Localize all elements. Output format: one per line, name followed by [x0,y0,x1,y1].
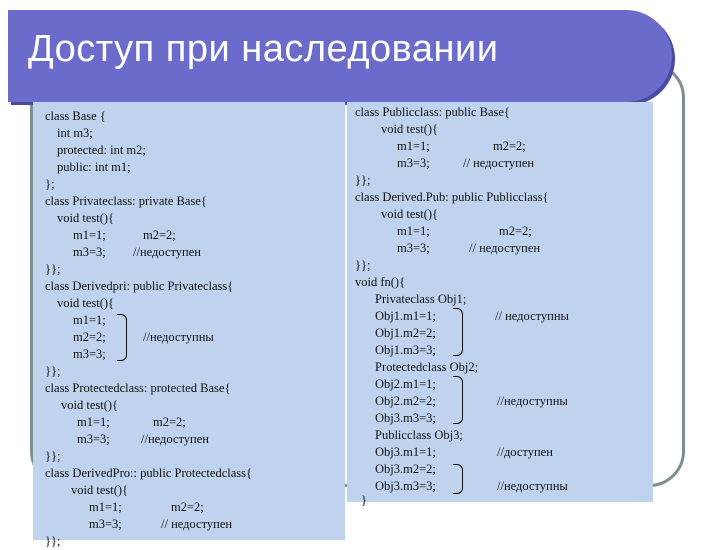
code-line: void test(){ [57,296,115,310]
code-line: Obj3.m1=1; [375,445,436,459]
brace-icon [453,464,463,494]
code-line: void fn(){ [355,275,406,289]
code-line: Obj2.m2=2; [375,394,436,408]
code-line: m3=3; [73,245,106,259]
code-comment: // недоступен [469,241,541,255]
code-line: class Base { [45,109,106,123]
code-line: m3=3; [397,241,430,255]
code-line: class Privateclass: private Base{ [45,194,207,208]
code-line: void test(){ [57,211,115,225]
code-line: m2=2; [143,228,176,242]
code-line: class Derivedpri: public Privateclass{ [45,279,234,293]
code-line: m1=1; [73,228,106,242]
code-line: void test(){ [61,398,119,412]
brace-icon [453,376,463,424]
code-line: }}; [45,534,61,548]
code-line: }; [45,177,55,191]
code-line: int m3; [57,126,93,140]
code-line: protected: int m2; [57,143,146,157]
code-comment: // недоступен [463,156,535,170]
code-line: Obj1.m2=2; [375,326,436,340]
code-line: m3=3; [397,156,430,170]
brace-icon [117,314,127,361]
brace-icon [453,308,463,356]
code-line: void test(){ [381,207,439,221]
code-line: }}; [45,449,61,463]
left-code-panel [33,102,345,548]
code-comment: // недоступны [495,309,569,323]
code-line: Privateclass Obj1; [375,292,467,306]
code-line: m1=1; [397,139,430,153]
code-line: m1=1; [73,313,106,327]
code-comment: //недоступен [141,432,209,446]
code-line: Obj3.m2=2; [375,462,436,476]
code-line: }}; [45,364,61,378]
code-comment: //недоступен [133,245,201,259]
code-line: }}; [355,258,371,272]
code-line: m2=2; [171,500,204,514]
code-line: Obj2.m1=1; [375,377,436,391]
code-comment: //недоступны [497,479,568,493]
code-line: m2=2; [153,415,186,429]
code-line: Obj1.m3=3; [375,343,436,357]
code-line: class Publicclass: public Base{ [355,105,510,119]
code-line: void test(){ [71,483,129,497]
code-line: m2=2; [493,139,526,153]
code-comment: // недоступен [161,517,233,531]
code-line: void test(){ [381,122,439,136]
code-line: m3=3; [77,432,110,446]
code-line: }}; [45,262,61,276]
code-line: } [361,493,367,507]
code-line: class Protectedclass: protected Base{ [45,381,231,395]
code-line: public: int m1; [57,160,131,174]
code-line: m2=2; [73,330,106,344]
slide-title: Доступ при наследовании [28,28,499,70]
code-line: m2=2; [499,224,532,238]
code-line: Obj3.m3=3; [375,411,436,425]
code-comment: //недоступны [143,330,214,344]
code-line: Obj1.m1=1; [375,309,436,323]
code-comment: //недоступны [497,394,568,408]
code-line: }}; [355,173,371,187]
code-line: class Derived.Pub: public Publicclass{ [355,190,549,204]
code-line: m3=3; [73,347,106,361]
code-line: m1=1; [77,415,110,429]
right-code-panel [347,102,653,507]
code-line: Publicclass Obj3; [375,428,463,442]
code-line: m1=1; [397,224,430,238]
code-line: Obj3.m3=3; [375,479,436,493]
code-comment: //доступен [497,445,553,459]
code-line: Protectedclass Obj2; [375,360,479,374]
code-line: class DerivedPro:: public Protectedclass{ [45,466,252,480]
code-line: m1=1; [89,500,122,514]
code-line: m3=3; [89,517,122,531]
title-bar [8,10,672,102]
